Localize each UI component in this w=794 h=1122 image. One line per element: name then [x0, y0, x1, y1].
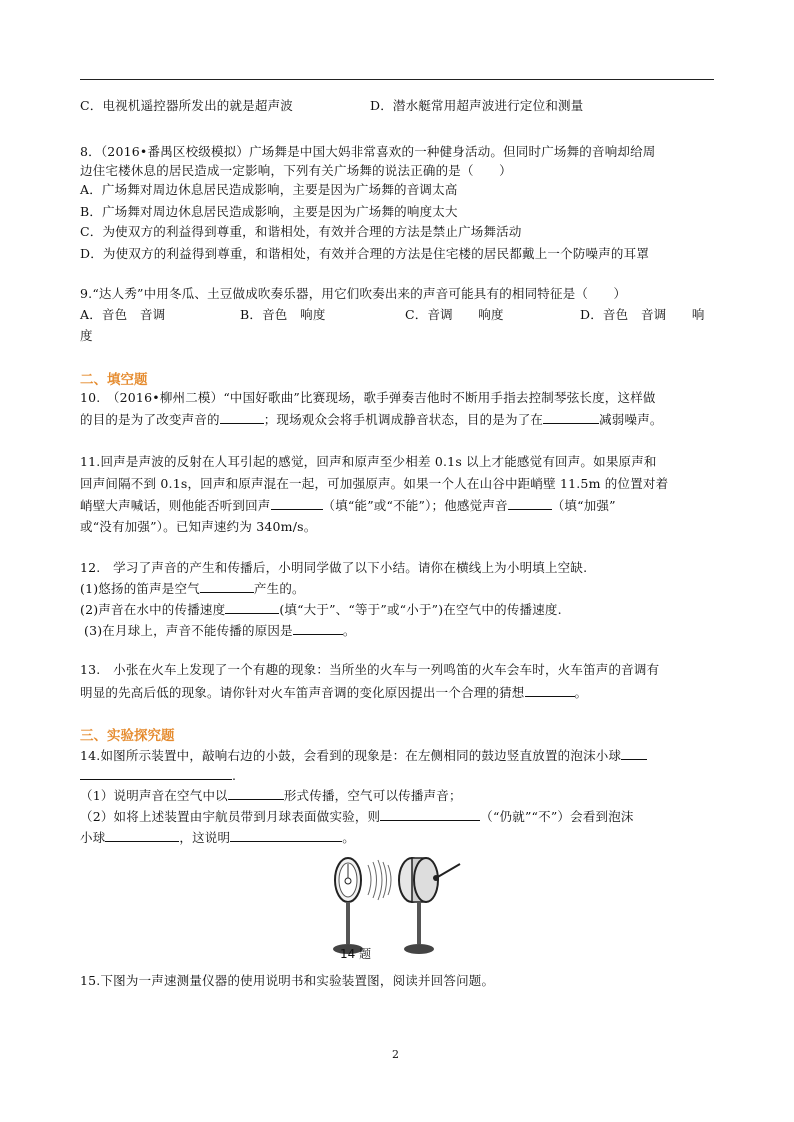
q12-part1-text-b: 产生的。	[253, 581, 305, 596]
q11-line4: 或“没有加强”）。已知声速约为 340m/s。	[80, 519, 317, 534]
q10-text-c: 减弱噪声。	[599, 412, 663, 427]
q14-line2-end: .	[232, 768, 237, 783]
q14-line1	[80, 747, 647, 764]
q9-option-c: C．音调 响度	[405, 307, 504, 322]
left-drum	[333, 858, 363, 954]
q8-option-c: C．为使双方的利益得到尊重，和谐相处，有效并合理的方法是禁止广场舞活动	[80, 224, 522, 239]
q9-option-d: D．音色 音调 响	[580, 307, 705, 322]
q14-part1-text-b: 形式传播，空气可以传播声音；	[283, 788, 462, 803]
q10-stem-line1: 10. （2016•柳州二模）“中国好歌曲”比赛现场，歌手弹奏吉他时不断用手指去控制琴弦长度，这样做	[80, 390, 656, 405]
q7-option-d: D．潜水艇常用超声波进行定位和测量	[370, 98, 584, 113]
q9-option-a: A．音色 音调	[80, 307, 166, 322]
q10-blank-2[interactable]	[543, 411, 599, 424]
q8-option-d: D．为使双方的利益得到尊重，和谐相处，有效并合理的方法是住宅楼的居民都戴上一个防噪声的耳罩	[80, 246, 650, 261]
q15-stem: 15.下图为一声速测量仪器的使用说明书和实验装置图，阅读并回答问题。	[80, 973, 495, 988]
q12-part2-text-b: (填“大于”、“等于”或“小于”)在空气中的传播速度.	[279, 602, 562, 617]
q11-line1: 11.回声是声波的反射在人耳引起的感觉，回声和原声至少相差 0.1s 以上才能感觉有回声。如果原声和	[80, 454, 657, 469]
q14-part2	[80, 808, 634, 825]
q12-blank-2[interactable]	[225, 601, 279, 614]
header-rule	[80, 79, 714, 80]
q14-part1-text-a: （1）说明声音在空气中以	[80, 788, 228, 803]
q12-part3-text-a: (3)在月球上，声音不能传播的原因是	[84, 623, 293, 638]
q11-text-b: （填“能”或“不能”）；他感觉声音	[322, 498, 508, 513]
q13-blank[interactable]	[525, 684, 575, 697]
q11-text-a: 峭壁大声喊话，则他能否听到回声	[80, 498, 271, 513]
q13-text-a: 明显的先高后低的现象。请你针对火车笛声音调的变化原因提出一个合理的猜想	[80, 685, 525, 700]
q13-text-b: 。	[574, 685, 588, 700]
q12-part3-text-b: 。	[342, 623, 356, 638]
q8-stem-line2: 边住宅楼休息的居民造成一定影响，下列有关广场舞的说法正确的是（ ）	[80, 163, 512, 178]
q11-blank-1[interactable]	[271, 497, 323, 510]
q13-line2	[80, 684, 587, 701]
q12-part2-text-a: (2)声音在水中的传播速度	[80, 602, 226, 617]
q14-blank-1a[interactable]	[621, 747, 647, 760]
q14-line2	[80, 767, 236, 784]
q9-option-d-continued: 度	[80, 328, 93, 343]
q12-part2	[80, 601, 562, 618]
section-heading-fill-in: 二、填空题	[80, 372, 148, 388]
section-heading-experiment: 三、实验探究题	[80, 728, 175, 744]
q14-blank-5[interactable]	[230, 829, 342, 842]
q14-part2-cont-text-c: 。	[342, 830, 355, 845]
q13-line1: 13. 小张在火车上发现了一个有趣的现象：当所坐的火车与一列鸣笛的火车会车时，火车笛声的音调有	[80, 662, 660, 677]
q14-part2-cont-text-b: ，这说明	[179, 830, 231, 845]
q14-text-a: 14.如图所示装置中，敲响右边的小鼓，会看到的现象是：在左侧相同的鼓边竖直放置的泡沫小球	[80, 748, 622, 763]
drums-experiment-figure	[320, 850, 470, 960]
q14-blank-3[interactable]	[380, 808, 480, 821]
q10-stem-line2	[80, 411, 663, 428]
q8-option-a: A．广场舞对周边休息居民造成影响，主要是因为广场舞的音调太高	[80, 182, 458, 197]
q14-part2-cont-text-a: 小球	[80, 830, 106, 845]
q14-part2-cont	[80, 829, 355, 846]
q14-blank-2[interactable]	[228, 787, 284, 800]
q12-part1-text-a: (1)悠扬的笛声是空气	[80, 581, 200, 596]
q11-line3	[80, 497, 616, 514]
q12-blank-1[interactable]	[200, 580, 254, 593]
q14-part2-text-b: （“仍就”“不”）会看到泡沫	[480, 809, 634, 824]
figure-caption: 14 题	[340, 947, 372, 961]
q8-stem-line1: 8．（2016•番禺区校级模拟）广场舞是中国大妈非常喜欢的一种健身活动。但同时广场舞的音响却给周	[80, 144, 656, 159]
q14-blank-4[interactable]	[105, 829, 179, 842]
page-number: 2	[392, 1048, 399, 1061]
q14-part2-text-a: （2）如将上述装置由宇航员带到月球表面做实验，则	[80, 809, 381, 824]
right-drum	[399, 858, 438, 954]
q14-blank-1b[interactable]	[80, 767, 232, 780]
sound-waves	[368, 860, 391, 900]
q9-option-b: B．音色 响度	[240, 307, 326, 322]
q12-blank-3[interactable]	[293, 622, 343, 635]
q12-part1	[80, 580, 305, 597]
foam-ball	[345, 878, 351, 884]
q7-option-c: C．电视机遥控器所发出的就是超声波	[80, 98, 293, 113]
q12-part3	[84, 622, 356, 639]
q8-option-b: B．广场舞对周边休息居民造成影响，主要是因为广场舞的响度太大	[80, 204, 458, 219]
q14-part1	[80, 787, 462, 804]
q10-text-a: 的目的是为了改变声音的	[80, 412, 220, 427]
q11-text-c: （填“加强”	[551, 498, 616, 513]
q10-blank-1[interactable]	[220, 411, 264, 424]
q11-blank-2[interactable]	[508, 497, 552, 510]
q10-text-b: ；现场观众会将手机调成静音状态，目的是为了在	[263, 412, 544, 427]
q12-stem: 12. 学习了声音的产生和传播后，小明同学做了以下小结。请你在横线上为小明填上空缺.	[80, 560, 588, 575]
q11-line2: 回声间隔不到 0.1s，回声和原声混在一起，可加强原声。如果一个人在山谷中距峭壁 11.5m 的位置对着	[80, 476, 669, 491]
q9-stem: 9.“达人秀”中用冬瓜、土豆做成吹奏乐器，用它们吹奏出来的声音可能具有的相同特征是（ ）	[80, 286, 627, 301]
